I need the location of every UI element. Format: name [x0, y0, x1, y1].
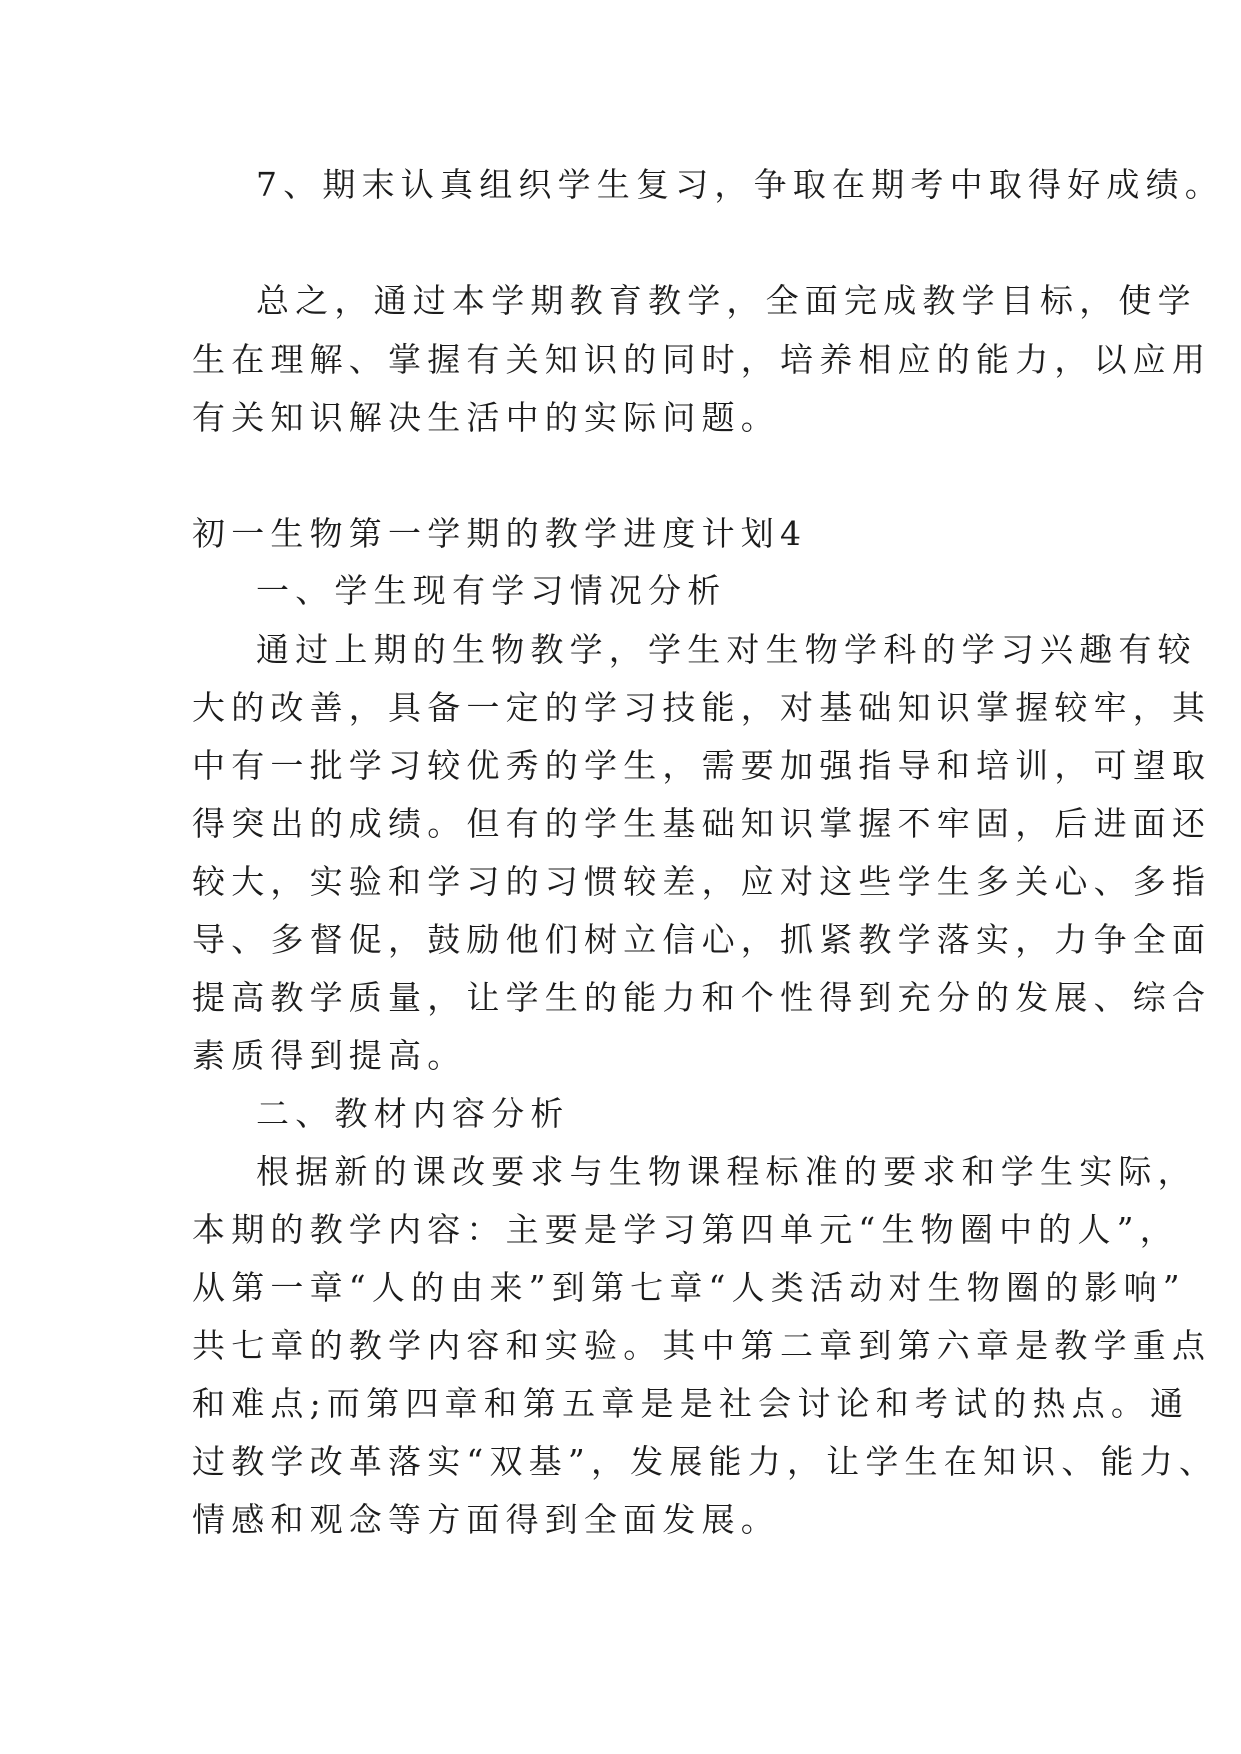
section1-line-7: 提高教学质量，让学生的能力和个性得到充分的发展、综合	[192, 978, 1212, 1017]
section1-line-5: 较大，实验和学习的习惯较差，应对这些学生多关心、多指	[192, 862, 1212, 901]
list-item-7: 7、期末认真组织学生复习，争取在期考中取得好成绩。	[256, 165, 1224, 204]
section1-heading: 一、学生现有学习情况分析	[256, 571, 727, 610]
plan-title: 初一生物第一学期的教学进度计划4	[192, 514, 808, 553]
section1-line-8: 素质得到提高。	[192, 1036, 467, 1075]
section2-line-4: 共七章的教学内容和实验。其中第二章到第六章是教学重点	[192, 1326, 1212, 1365]
section1-line-2: 大的改善，具备一定的学习技能，对基础知识掌握较牢，其	[192, 688, 1212, 727]
section2-line-7: 情感和观念等方面得到全面发展。	[192, 1500, 780, 1539]
section2-line-3: 从第一章“人的由来”到第七章“人类活动对生物圈的影响”	[192, 1268, 1186, 1307]
section2-line-5: 和难点;而第四章和第五章是是社会讨论和考试的热点。通	[192, 1384, 1190, 1423]
summary-line-1: 总之，通过本学期教育教学，全面完成教学目标，使学	[256, 281, 1197, 320]
section2-line-1: 根据新的课改要求与生物课程标准的要求和学生实际，	[256, 1152, 1197, 1191]
section2-heading: 二、教材内容分析	[256, 1094, 570, 1133]
summary-line-3: 有关知识解决生活中的实际问题。	[192, 398, 780, 437]
section1-line-6: 导、多督促，鼓励他们树立信心，抓紧教学落实，力争全面	[192, 920, 1212, 959]
section1-line-1: 通过上期的生物教学，学生对生物学科的学习兴趣有较	[256, 630, 1197, 669]
summary-line-2: 生在理解、掌握有关知识的同时，培养相应的能力，以应用	[192, 340, 1212, 379]
section1-line-3: 中有一批学习较优秀的学生，需要加强指导和培训，可望取	[192, 746, 1212, 785]
section2-line-6: 过教学改革落实“双基”，发展能力，让学生在知识、能力、	[192, 1442, 1219, 1481]
section2-line-2: 本期的教学内容：主要是学习第四单元“生物圈中的人”，	[192, 1210, 1179, 1249]
section1-line-4: 得突出的成绩。但有的学生基础知识掌握不牢固，后进面还	[192, 804, 1212, 843]
